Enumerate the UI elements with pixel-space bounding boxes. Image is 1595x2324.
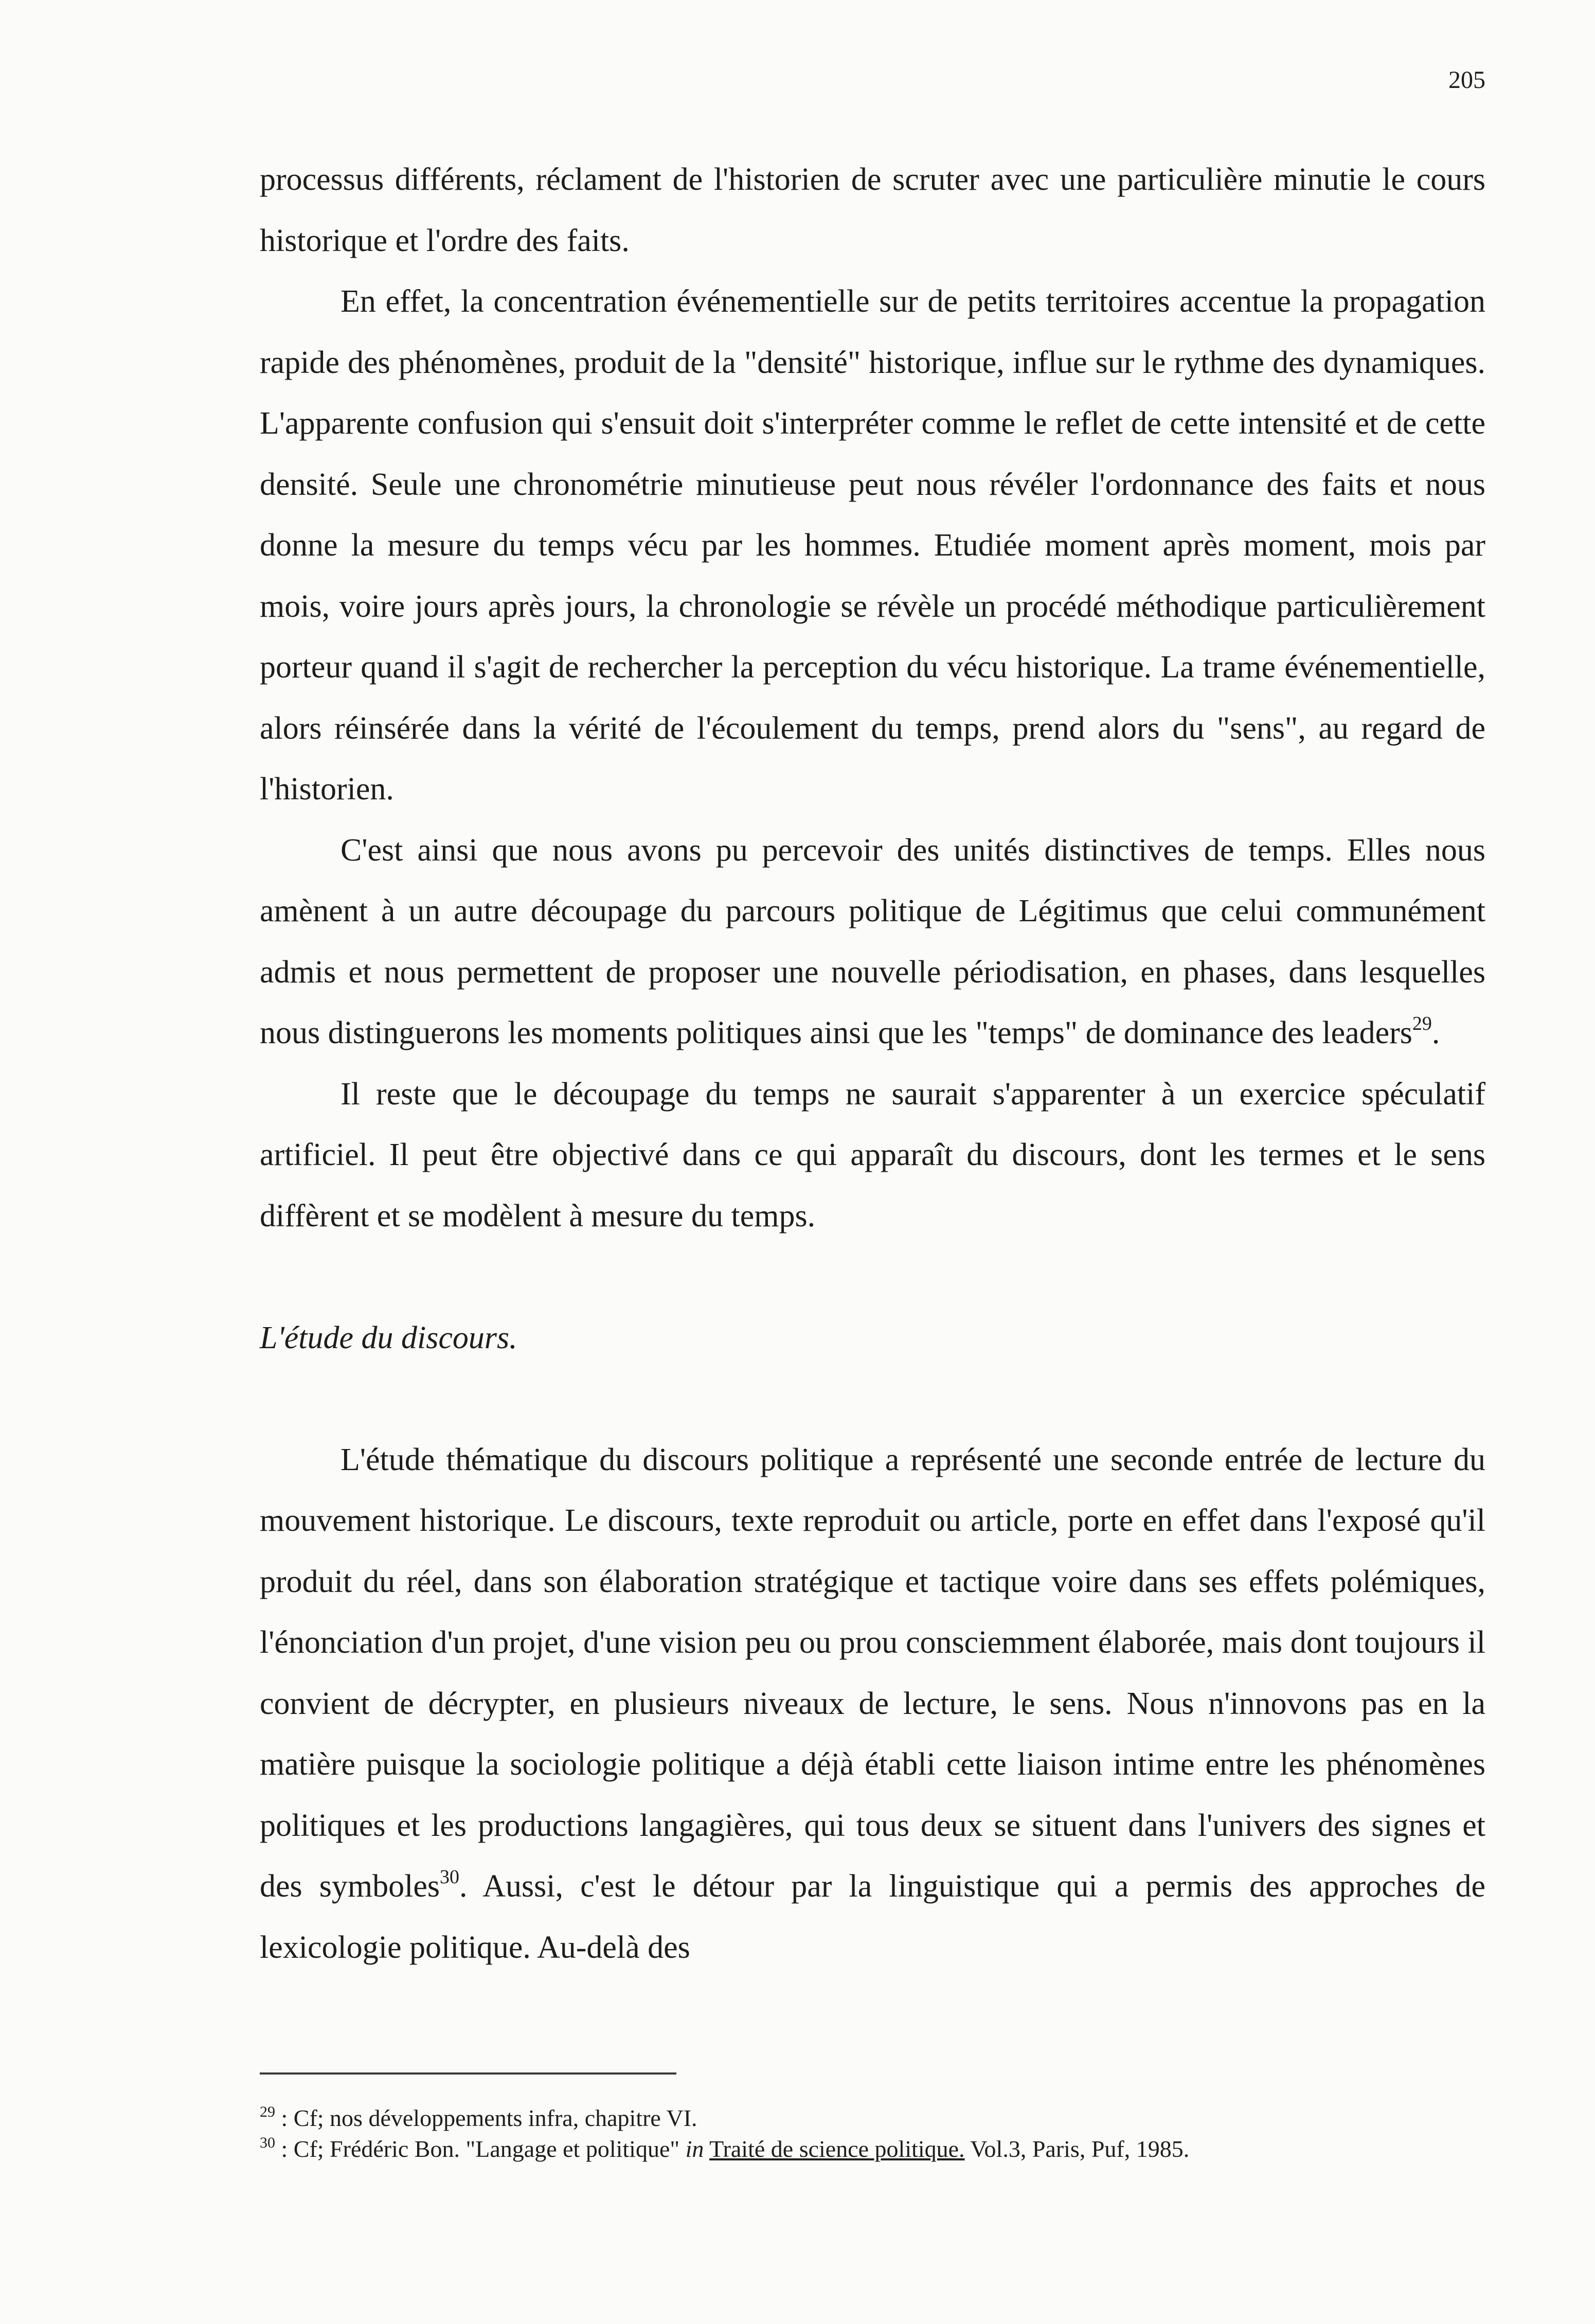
footnote-number: 30	[260, 2134, 275, 2151]
paragraph: En effet, la concentration événementielle sur de petits territoires accentue la propagation rapide des phénomènes, produit de la "densité" historique, influe sur le rythme des dynamiques. L'apparente confusion qui s'ensuit doit s'interpréter comme le reflet de cette intensité et de cette densité. Seule une chronométrie minutieuse peut nous révéler l'ordonnance des faits et nous donne la mesure du temps vécu par les hommes. Etudiée moment après moment, mois par mois, voire jours après jours, la chronologie se révèle un procédé méthodique particulièrement porteur quand il s'agit de rechercher la perception du vécu historique. La trame événementielle, alors réinsérée dans la vérité de l'écoulement du temps, prend alors du "sens", au regard de l'historien.	[260, 284, 1485, 807]
footnote-text: : Cf; nos développements infra, chapitre VI.	[275, 2105, 697, 2131]
paragraph-text-end: . Aussi, c'est le détour par la linguistique qui a permis des approches de lexicologie politique. Au-delà des	[260, 1869, 1485, 1965]
footnote-ref-30[interactable]: 30	[440, 1866, 460, 1888]
spacer	[260, 1246, 1485, 1308]
footnote-separator	[260, 2072, 676, 2075]
footnote-title: Traité de science politique.	[709, 2136, 965, 2162]
footnote-number: 29	[260, 2103, 275, 2120]
paragraph	[260, 820, 1485, 1064]
paragraph-text: L'étude thématique du discours politique a représenté une seconde entrée de lecture du mouvement historique. Le discours, texte reproduit ou article, porte en effet dans l'exposé qu'il produit du réel, dans son élaboration stratégique et tactique voire dans ses effets polémiques, l'énonciation d'un projet, d'une vision peu ou prou consciemment élaborée, mais dont toujours il convient de décrypter, en plusieurs niveaux de lecture, le sens. Nous n'innovons pas en la matière puisque la sociologie politique a déjà établi cette liaison intime entre les phénomènes politiques et les productions langagières, qui tous deux se situent dans l'univers des signes et des symboles	[260, 1442, 1485, 1904]
section-heading: L'étude du discours.	[260, 1320, 517, 1355]
paragraph-end: .	[1431, 1015, 1440, 1050]
footnote-29	[260, 2103, 1485, 2134]
footnote-in: in	[685, 2136, 704, 2162]
page-number: 205	[1448, 66, 1485, 94]
footnote-ref-29[interactable]: 29	[1412, 1013, 1432, 1034]
body-text	[260, 149, 1485, 1978]
footnotes	[260, 2103, 1485, 2165]
footnote-suffix: Vol.3, Paris, Puf, 1985.	[964, 2136, 1190, 2162]
footnote-text: : Cf; Frédéric Bon. "Langage et politique"	[275, 2136, 686, 2162]
paragraph: Il reste que le découpage du temps ne saurait s'apparenter à un exercice spéculatif artificiel. Il peut être objectivé dans ce qui apparaît du discours, dont les termes et le sens diffèrent et se modèlent à mesure du temps.	[260, 1076, 1485, 1233]
spacer	[260, 1368, 1485, 1429]
paragraph-text: C'est ainsi que nous avons pu percevoir des unités distinctives de temps. Elles nous amènent à un autre découpage du parcours politique de Légitimus que celui communément admis et nous permettent de proposer une nouvelle périodisation, en phases, dans lesquelles nous distinguerons les moments politiques ainsi que les "temps" de dominance des leaders	[260, 832, 1485, 1050]
paragraph: processus différents, réclament de l'historien de scruter avec une particulière minutie le cours historique et l'ordre des faits.	[260, 162, 1485, 258]
paragraph	[260, 1429, 1485, 1978]
footnote-space	[704, 2136, 709, 2162]
footnote-30	[260, 2134, 1485, 2165]
